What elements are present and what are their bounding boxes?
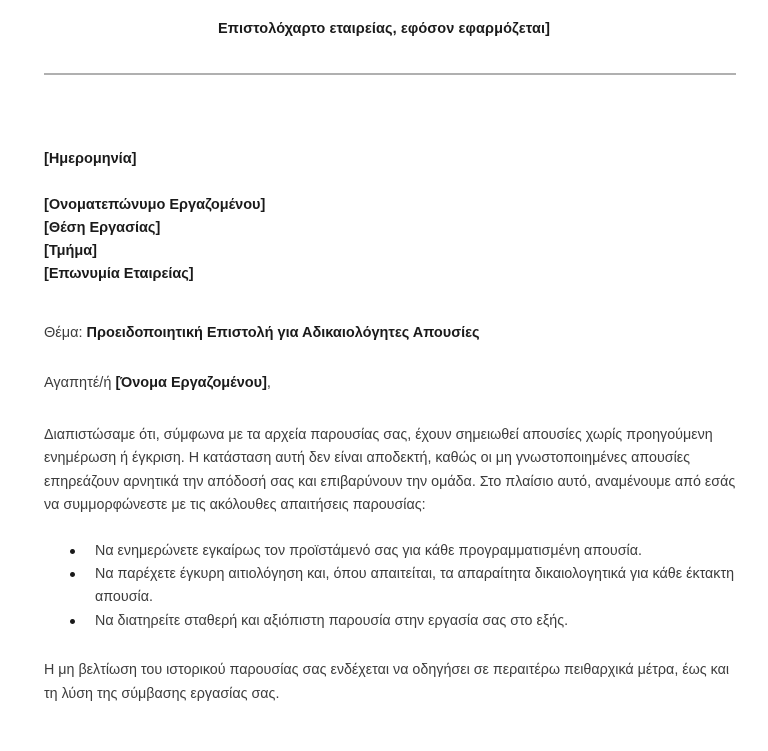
salutation-employee-name: [Όνομα Εργαζομένου] <box>115 375 267 391</box>
closing-paragraph: Η μη βελτίωση του ιστορικού παρουσίας σας ενδέχεται να οδηγήσει σε περαιτέρω πειθαρχικά μέτρα, έως και τη λύση της σύμβασης εργασίας σας. <box>44 662 730 702</box>
body-paragraph: Διαπιστώσαμε ότι, σύμφωνα με τα αρχεία παρουσίας σας, έχουν σημειωθεί απουσίες χωρίς προηγούμενη ενημέρωση ή έγκριση. Η κατάσταση αυτή δεν είναι αποδεκτή, καθώς οι μη γνωστοποιημένες απουσίες επηρεάζουν αρνητικά την απόδοσή σας και επιβαρύνουν την ομάδα. Στο πλαίσιο αυτό, αναμένουμε από εσάς να συμμορφώνεστε με τις ακόλουθες απαιτήσεις παρουσίας: <box>44 427 736 514</box>
list-item-text: Να ενημερώνετε εγκαίρως τον προϊστάμενό σας για κάθε προγραμματισμένη απουσία. <box>95 542 642 559</box>
subject-label: Θέμα: <box>44 325 83 341</box>
list-item <box>44 540 744 563</box>
letter-content <box>44 148 744 706</box>
date-placeholder: [Ημερομηνία] <box>44 151 137 167</box>
list-item <box>44 610 744 633</box>
recipient-position: [Θέση Εργασίας] <box>44 220 161 236</box>
subject-value: Προειδοποιητική Επιστολή για Αδικαιολόγητες Απουσίες <box>86 325 480 341</box>
recipient-department: [Τμήμα] <box>44 243 97 259</box>
bullet-icon <box>70 572 75 577</box>
salutation-line <box>44 372 744 395</box>
header-divider-rule <box>44 73 736 75</box>
recipient-block <box>44 194 744 286</box>
subject-line <box>44 322 744 345</box>
letterhead-title: Επιστολόχαρτο εταιρείας, εφόσον εφαρμόζεται] <box>217 21 551 37</box>
salutation-punctuation: , <box>266 375 271 391</box>
salutation-greeting: Αγαπητέ/ή <box>44 375 116 391</box>
list-item-text: Να παρέχετε έγκυρη αιτιολόγηση και, όπου απαιτείται, τα απαραίτητα δικαιολογητικά για κάθε έκτακτη απουσία. <box>95 566 735 606</box>
recipient-name: [Ονοματεπώνυμο Εργαζομένου] <box>44 197 266 213</box>
recipient-company: [Επωνυμία Εταιρείας] <box>44 266 194 282</box>
bullet-icon <box>70 549 75 554</box>
list-item <box>44 563 744 610</box>
list-item-text: Να διατηρείτε σταθερή και αξιόπιστη παρουσία στην εργασία σας στο εξής. <box>95 612 569 629</box>
bullet-icon <box>70 619 75 624</box>
requirements-list <box>44 540 744 634</box>
date-block <box>44 148 744 171</box>
